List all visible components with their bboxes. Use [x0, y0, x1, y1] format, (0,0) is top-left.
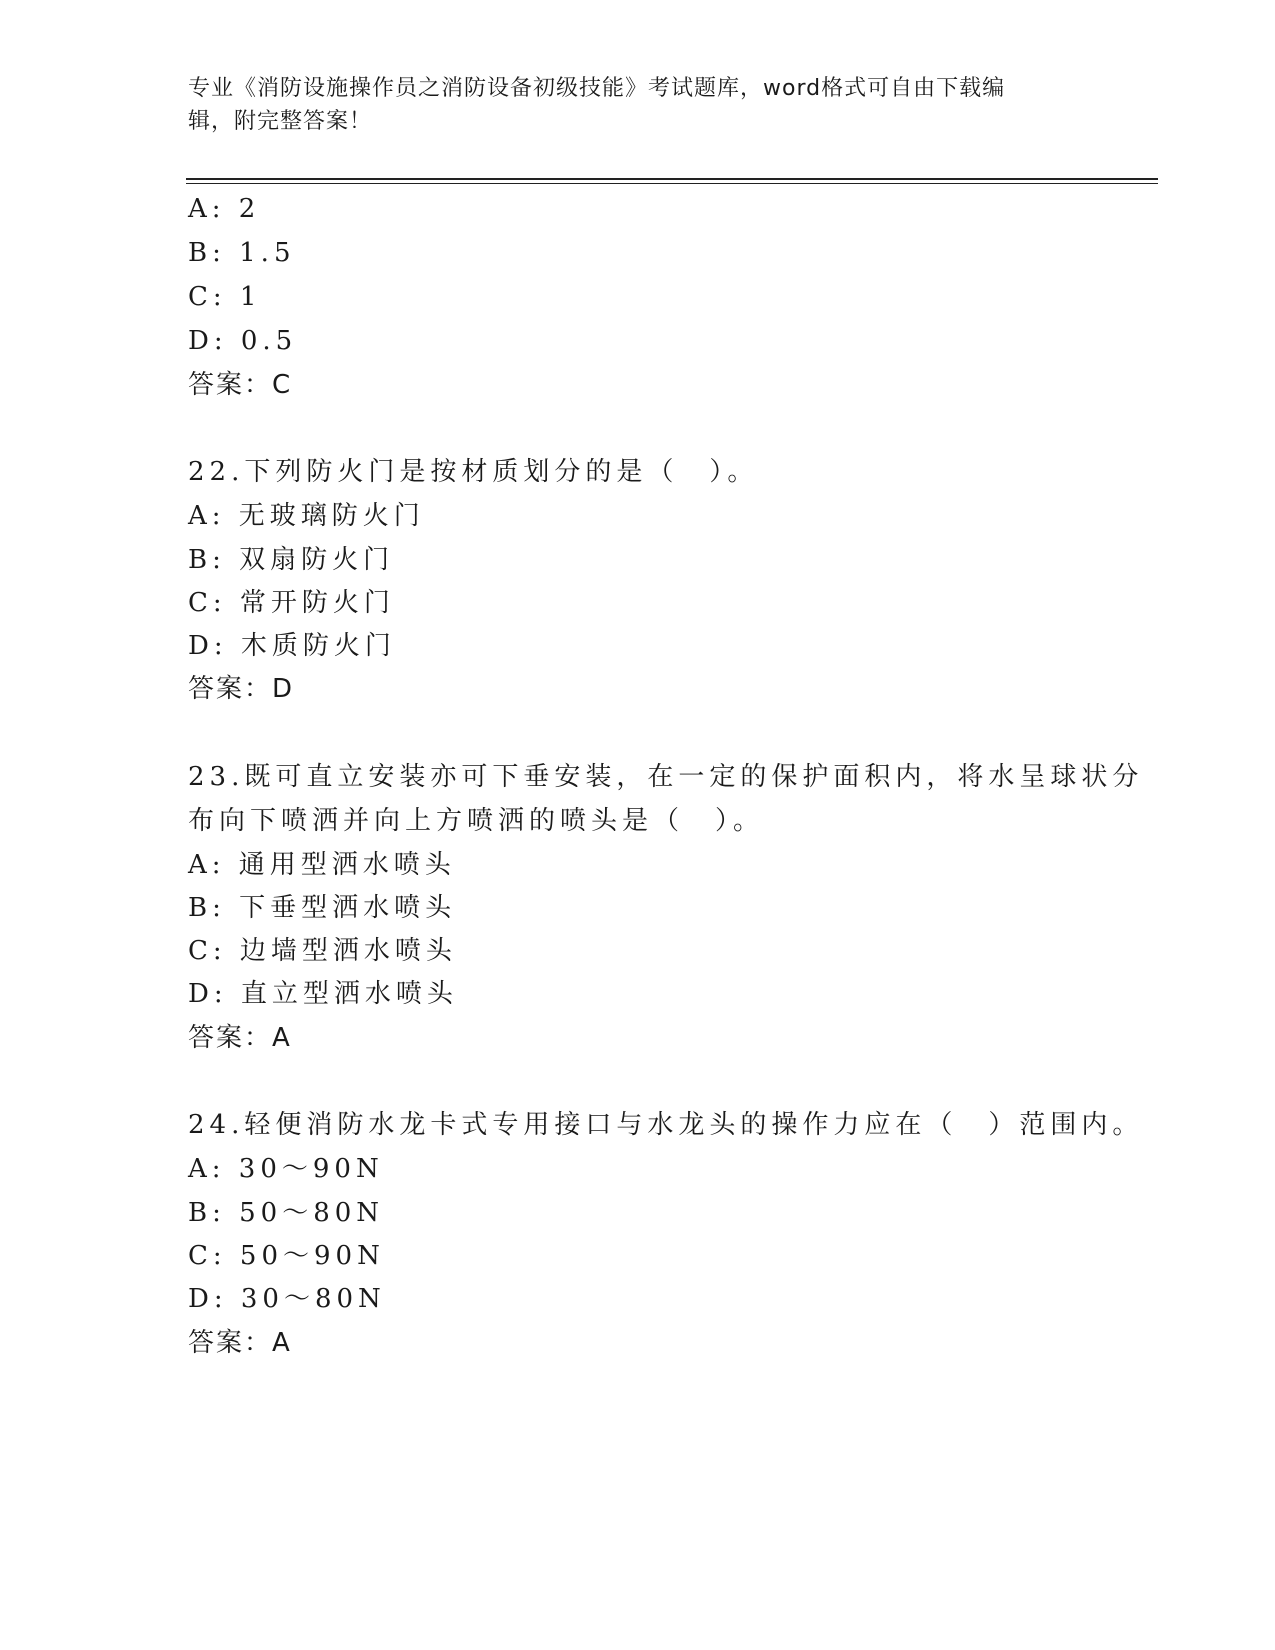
- q21-option-a: A: 2: [188, 194, 261, 224]
- q22-option-c: C: 常开防火门: [188, 588, 395, 618]
- q23-option-d: D: 直立型洒水喷头: [188, 979, 458, 1009]
- q22-stem: 22.下列防火门是按材质划分的是（ ）。: [188, 457, 759, 487]
- q23-answer: 答案：A: [188, 1023, 292, 1053]
- q24-option-c: C: 50～90N: [188, 1241, 385, 1271]
- header-line-2: 辑，附完整答案！: [188, 109, 373, 134]
- header-divider-thick: [186, 178, 1158, 180]
- header-line-1: 专业《消防设施操作员之消防设备初级技能》考试题库，word格式可自由下载编: [188, 76, 1006, 101]
- q21-answer: 答案：C: [188, 370, 293, 400]
- q22-option-b: B: 双扇防火门: [188, 545, 395, 575]
- q22-answer: 答案：D: [188, 674, 295, 704]
- q23-option-b: B: 下垂型洒水喷头: [188, 893, 457, 923]
- q21-option-d: D: 0.5: [188, 326, 298, 356]
- document-header: [188, 72, 1068, 138]
- q23-stem-line-1: 23.既可直立安装亦可下垂安装，在一定的保护面积内，将水呈球状分: [188, 762, 1144, 792]
- q24-option-d: D: 30～80N: [188, 1284, 386, 1314]
- header-divider-thin: [186, 183, 1158, 184]
- q23-stem-line-2: 布向下喷洒并向上方喷洒的喷头是（ ）。: [188, 806, 765, 836]
- q23-option-c: C: 边墙型洒水喷头: [188, 936, 457, 966]
- q22-option-a: A: 无玻璃防火门: [188, 501, 425, 531]
- q21-option-c: C: 1: [188, 282, 262, 312]
- q24-stem: 24.轻便消防水龙卡式专用接口与水龙头的操作力应在（ ）范围内。: [188, 1110, 1144, 1140]
- q23-option-a: A: 通用型洒水喷头: [188, 850, 456, 880]
- q21-option-b: B: 1.5: [188, 238, 296, 268]
- q24-option-a: A: 30～90N: [188, 1154, 384, 1184]
- q22-option-d: D: 木质防火门: [188, 631, 396, 661]
- q24-answer: 答案：A: [188, 1328, 292, 1358]
- q24-option-b: B: 50～80N: [188, 1198, 385, 1228]
